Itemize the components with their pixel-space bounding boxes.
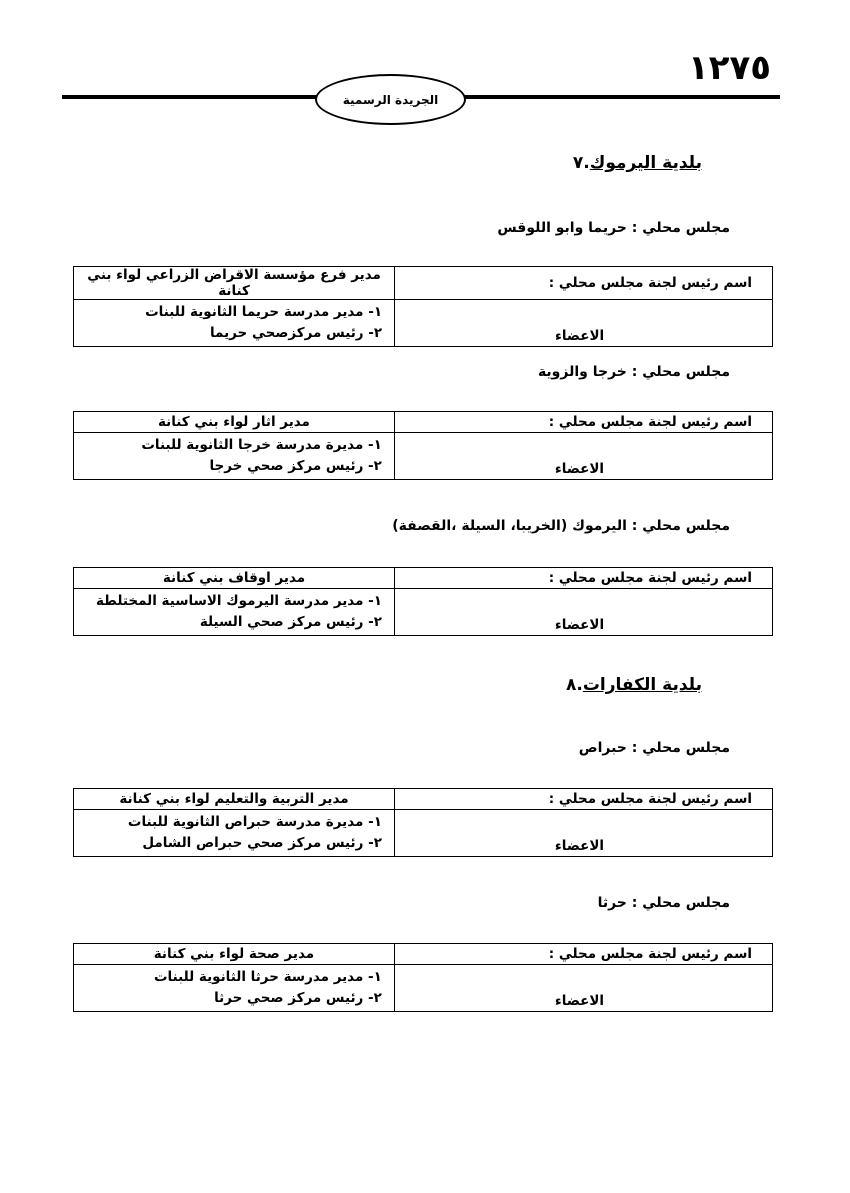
section-number: .٨ (565, 675, 583, 695)
section-heading-7 (563, 153, 702, 173)
chair-value: مدير اثار لواء بني كنانة (74, 412, 395, 433)
chair-label: اسم رئيس لجنة مجلس محلي : (394, 789, 772, 810)
member-item: ٢- رئيس مركز صحي السيلة (199, 614, 383, 630)
page-number: ١٢٧٥ (688, 48, 772, 88)
chair-value: مدير التربية والتعليم لواء بني كنانة (74, 789, 395, 810)
council-name: مجلس محلي : خرجا والزوية (537, 364, 730, 380)
members-label: الاعضاء (395, 300, 773, 347)
member-item: ١- مديرة مدرسة حبراص الثانوية للبنات (127, 814, 382, 830)
member-item: ٢- رئيس مركز صحي خرجا (209, 458, 382, 474)
committee-table (73, 567, 773, 636)
members-label: الاعضاء (395, 589, 773, 636)
council-name: مجلس محلي : حبراص (578, 740, 730, 756)
section-title: بلدية الكفارات (582, 675, 702, 695)
chair-value: مدير اوقاف بني كنانة (74, 568, 395, 589)
section-number: .٧ (572, 153, 590, 173)
committee-table (73, 266, 773, 347)
chair-value: مدير صحة لواء بني كنانة (74, 944, 395, 965)
member-item: ١- مديرة مدرسة خرجا الثانوية للبنات (141, 437, 382, 453)
member-item: ٢- رئيس مركز صحي حبراص الشامل (142, 835, 382, 851)
member-item: ٢- رئيس مركزصحي حريما (209, 325, 383, 341)
member-item: ١- مدير مدرسة اليرموك الاساسية المختلطة (96, 593, 383, 609)
chair-label: اسم رئيس لجنة مجلس محلي : (394, 944, 772, 965)
members-label: الاعضاء (394, 810, 772, 857)
council-name: مجلس محلي : حرثا (597, 895, 730, 911)
members-label: الاعضاء (394, 433, 772, 480)
council-name: مجلس محلي : اليرموك (الخريبا، السيلة ،القصفة) (392, 518, 730, 534)
chair-label: اسم رئيس لجنة مجلس محلي : (395, 568, 773, 589)
committee-table (73, 788, 773, 857)
chair-label: اسم رئيس لجنة مجلس محلي : (395, 267, 773, 300)
member-item: ١- مدير مدرسة حريما الثانوية للبنات (145, 304, 383, 320)
chair-label: اسم رئيس لجنة مجلس محلي : (394, 412, 772, 433)
section-heading-8 (556, 675, 702, 695)
chair-value: مدير فرع مؤسسة الاقراض الزراعي لواء بني كنانة (74, 267, 395, 300)
section-title: بلدية اليرموك (589, 153, 702, 173)
members-label: الاعضاء (394, 965, 772, 1012)
committee-table (73, 943, 773, 1012)
member-item: ١- مدير مدرسة حرثا الثانوية للبنات (153, 969, 382, 985)
gazette-title-oval (315, 74, 466, 125)
gazette-title: الجريدة الرسمية (342, 92, 439, 107)
council-name: مجلس محلي : حريما وابو اللوقس (497, 220, 730, 236)
member-item: ٢- رئيس مركز صحي حرثا (214, 990, 382, 1006)
committee-table (73, 411, 773, 480)
